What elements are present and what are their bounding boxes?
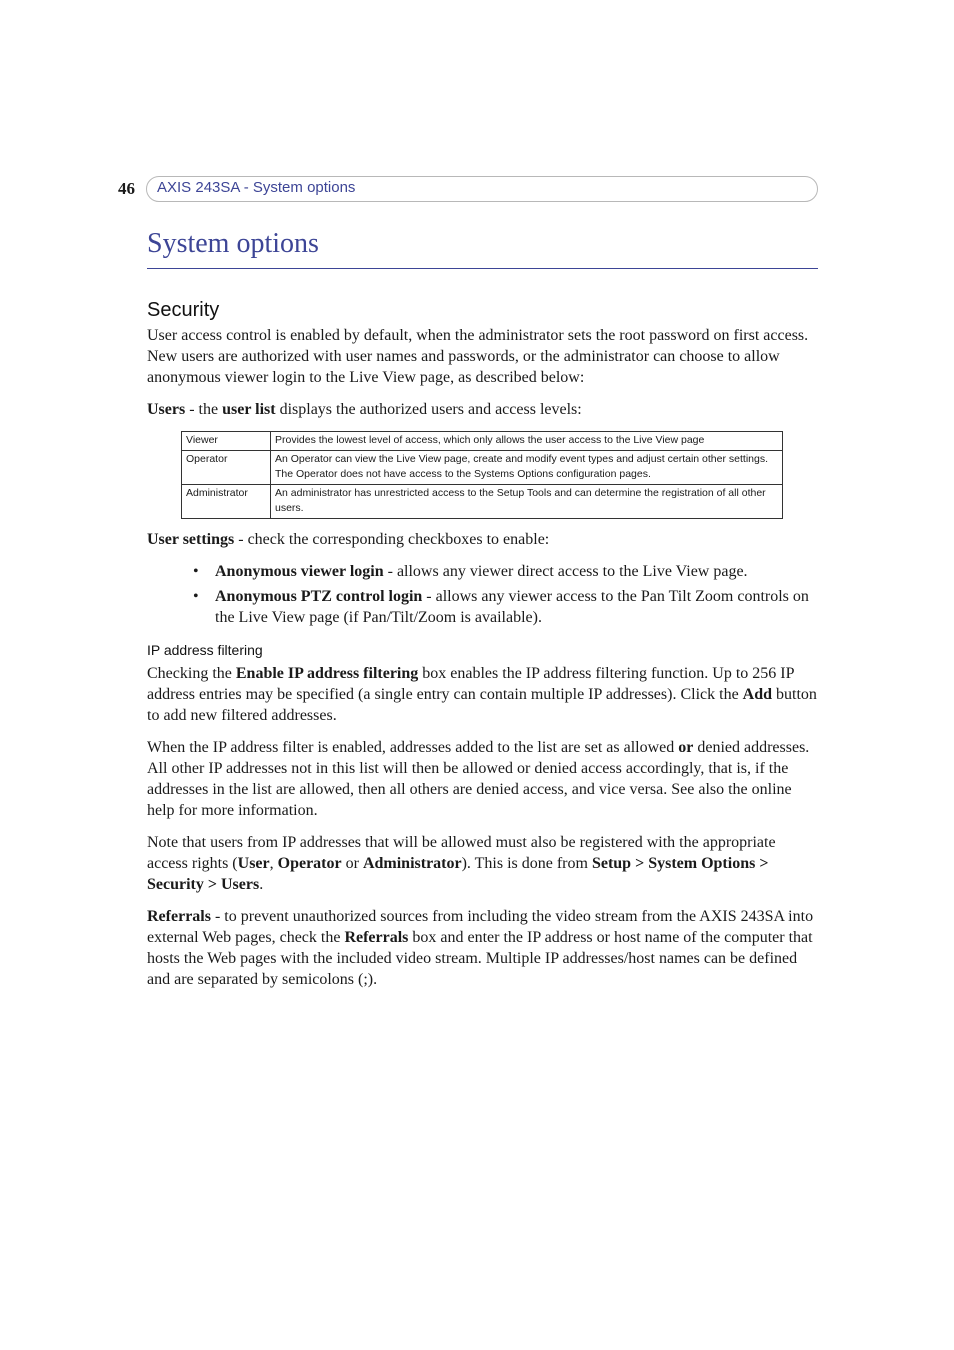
ip-filtering-p2: When the IP address filter is enabled, addresses added to the list are set as allowed or denied addresses. All other IP addresses not in this list will then be allowed or denied access accordingly, that is, if the addresses in the list are allowed, then all others are denied access, and vice versa. See also the online help for more information. <box>147 739 810 819</box>
table-row <box>182 485 783 519</box>
access-levels-table <box>181 431 783 519</box>
chapter-title: System options <box>147 228 319 259</box>
table-row <box>182 451 783 485</box>
users-term: Users <box>147 401 186 418</box>
list-item: • Anonymous viewer login - allows any viewer direct access to the Live View page. <box>215 561 819 582</box>
referrals-term: Referrals <box>147 908 211 925</box>
list-item: • Anonymous PTZ control login - allows any viewer access to the Pan Tilt Zoom controls on the Live View page (if Pan/Tilt/Zoom is available). <box>215 586 819 628</box>
running-header <box>146 176 818 202</box>
ip-filtering-heading: IP address filtering <box>147 642 263 658</box>
running-title: AXIS 243SA - System options <box>157 179 356 196</box>
ip-filtering-p3: Note that users from IP addresses that will be allowed must also be registered with the appropriate access rights (User, Operator or Administrator). This is done from Setup > System Options > Security > Users. <box>147 834 776 893</box>
level-description: An administrator has unrestricted access to the Setup Tools and can determine the registration of all other users. <box>271 485 783 519</box>
page-content <box>147 300 819 1001</box>
referrals-paragraph: Referrals - to prevent unauthorized sources from including the video stream from the AXIS 243SA into external Web pages, check the Referrals box and enter the IP address or host name of the computer that hosts the Web pages with the included video stream. Multiple IP addresses/host names can be defined and are separated by semicolons (;). <box>147 908 814 988</box>
user-list-term: user list <box>222 401 276 418</box>
table-row <box>182 432 783 451</box>
page-number: 46 <box>118 179 135 198</box>
level-name: Operator <box>182 451 271 485</box>
security-intro: User access control is enabled by default, when the administrator sets the root password on first access. New users are authorized with user names and passwords, or the administrator can choose to allow anonymous viewer login to the Live View page, as described below: <box>147 327 809 386</box>
users-paragraph: Users - the user list displays the authorized users and access levels: <box>147 401 582 418</box>
level-name: Administrator <box>182 485 271 519</box>
user-settings-paragraph: User settings - check the corresponding checkboxes to enable: <box>147 531 550 548</box>
chapter-rule <box>147 268 818 269</box>
ip-filtering-p1: Checking the Enable IP address filtering box enables the IP address filtering function. Up to 256 IP address entries may be specified (a single entry can contain multiple IP addresses). Click the Add button to add new filtered addresses. <box>147 665 817 724</box>
security-heading: Security <box>147 299 220 321</box>
user-settings-term: User settings <box>147 531 235 548</box>
level-description: Provides the lowest level of access, which only allows the user access to the Live View page <box>271 432 783 451</box>
level-description: An Operator can view the Live View page, create and modify event types and adjust certain other settings. The Operator does not have access to the Systems Options configuration pages. <box>271 451 783 485</box>
level-name: Viewer <box>182 432 271 451</box>
user-settings-list <box>147 561 819 628</box>
